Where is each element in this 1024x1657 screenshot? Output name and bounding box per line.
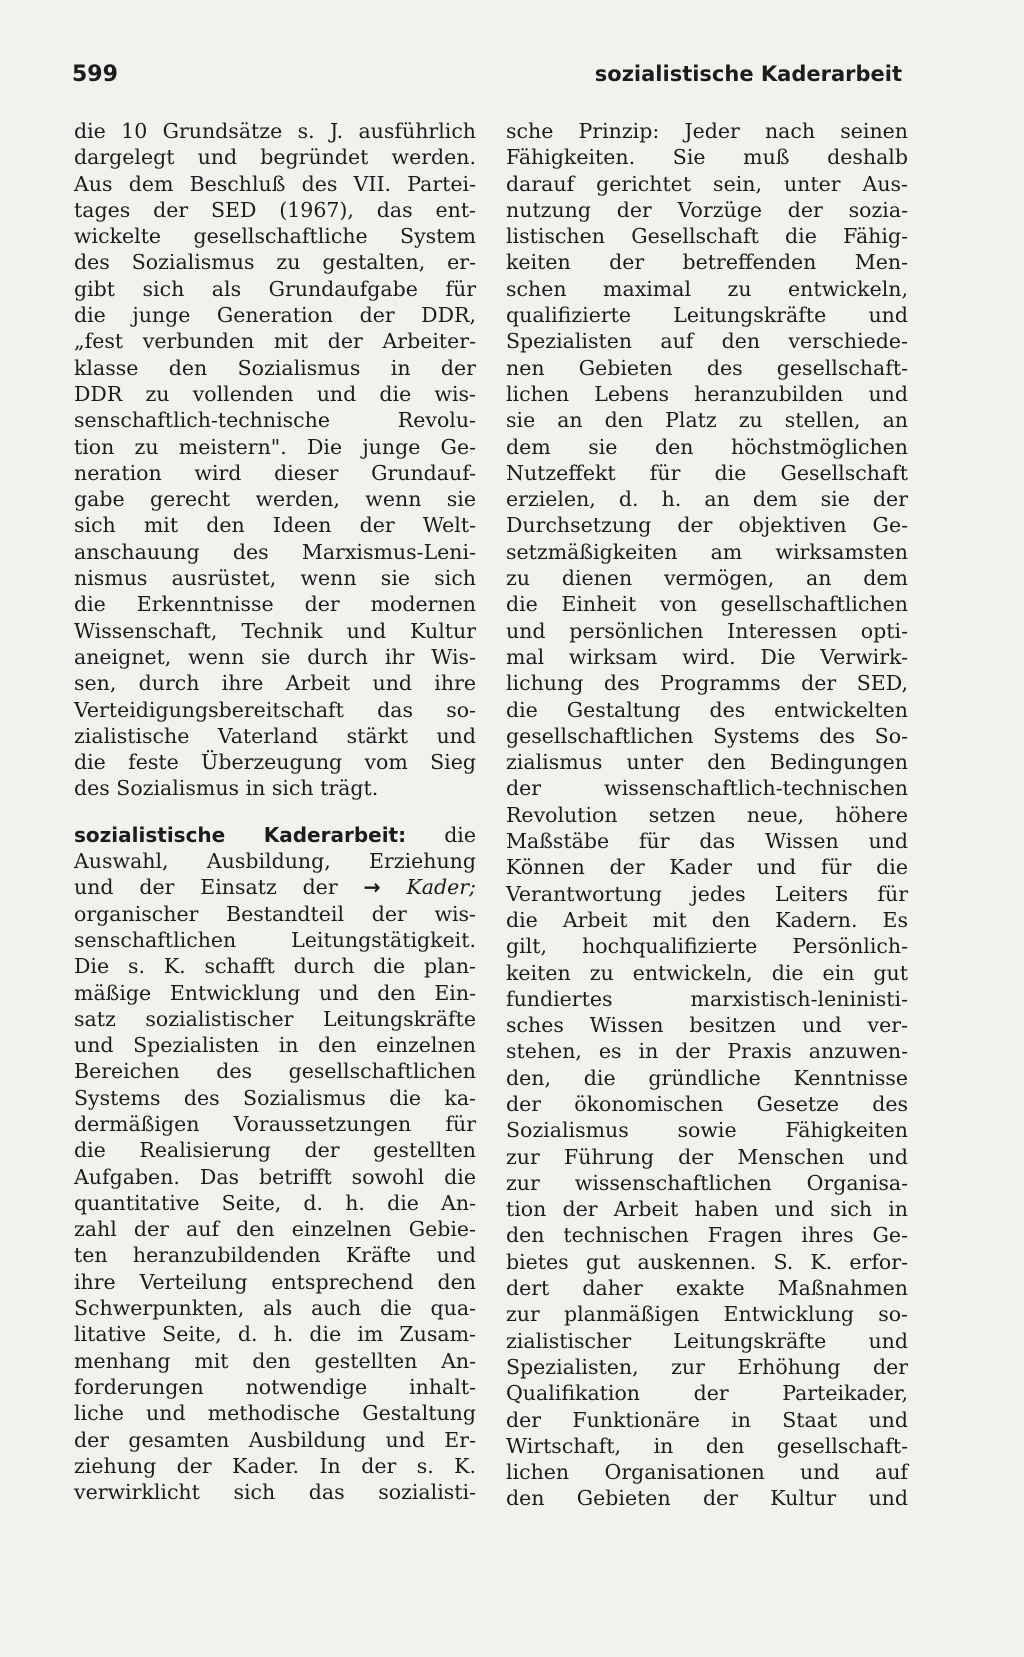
text-line: die 10 Grundsätze s. J. ausführlich	[74, 119, 476, 143]
text-line: senschaftlich-technische Revolu-	[74, 408, 476, 433]
text-line: und Spezialisten in den einzelnen	[74, 1033, 476, 1058]
running-head: sozialistische Kaderarbeit	[594, 62, 902, 86]
text-line: ziehung der Kader. In der s. K.	[74, 1453, 476, 1478]
text-line: quantitative Seite, d. h. die An-	[74, 1190, 476, 1215]
text-line: zur wissenschaftlichen Organisa-	[506, 1170, 908, 1195]
text-line: sches Wissen besitzen und ver-	[506, 1013, 908, 1038]
text-line: mäßige Entwicklung und den Ein-	[74, 980, 476, 1005]
text-line: tages der SED (1967), das ent-	[74, 197, 476, 222]
text-line: zialistischer Leitungskräfte und	[506, 1328, 908, 1353]
text-line: klasse den Sozialismus in der	[74, 355, 476, 380]
text-line: der gesamten Ausbildung und Er-	[74, 1427, 476, 1452]
entry-text-line	[74, 874, 476, 900]
text-line: dermäßigen Voraussetzungen für	[74, 1111, 476, 1136]
text-line: sche Prinzip: Jeder nach seinen	[506, 119, 908, 143]
text-line: Wissenschaft, Technik und Kultur	[74, 618, 476, 643]
text-line: die Arbeit mit den Kadern. Es	[506, 907, 908, 932]
text-line: gilt, hochqualifizierte Persönlich-	[506, 934, 908, 959]
text-line: satz sozialistischer Leitungskräfte	[74, 1006, 476, 1031]
text-line: zahl der auf den einzelnen Gebie-	[74, 1217, 476, 1242]
page-number: 599	[72, 62, 118, 87]
entry-term: sozialistische Kaderarbeit:	[74, 822, 407, 847]
text-line: mal wirksam wird. Die Verwirk-	[506, 644, 908, 669]
text-line: wickelte gesellschaftliche System	[74, 224, 476, 249]
text-line: Fähigkeiten. Sie muß deshalb	[506, 145, 908, 170]
text-line: verwirklicht sich das sozialisti-	[74, 1480, 476, 1505]
text-line: ihre Verteilung entsprechend den	[74, 1269, 476, 1294]
text-line: lichen Organisationen und auf	[506, 1460, 908, 1485]
text-line: zu dienen vermögen, an dem	[506, 566, 908, 591]
text-line: zialismus unter den Bedingungen	[506, 750, 908, 775]
text-line: gabe gerecht werden, wenn sie	[74, 487, 476, 512]
text-line: sen, durch ihre Arbeit und ihre	[74, 671, 476, 696]
text-line: des Sozialismus in sich trägt.	[74, 776, 379, 801]
text-line: forderungen notwendige inhalt-	[74, 1374, 476, 1399]
text-line: dem sie den höchstmöglichen	[506, 434, 908, 459]
text-line: bietes gut auskennen. S. K. erfor-	[506, 1249, 908, 1274]
text-line: die Erkenntnisse der modernen	[74, 592, 476, 617]
text-line: die junge Generation der DDR,	[74, 303, 476, 328]
text-line: senschaftlichen Leitungstätigkeit.	[74, 927, 476, 952]
text-line: erzielen, d. h. an dem sie der	[506, 487, 908, 512]
text-line: anschauung des Marxismus-Leni-	[74, 539, 476, 564]
text-line: lichen Lebens heranzubilden und	[506, 381, 908, 406]
text-line: DDR zu vollenden und die wis-	[74, 381, 476, 406]
text-line: tion zu meistern". Die junge Ge-	[74, 434, 476, 459]
text-line: die Gestaltung des entwickelten	[506, 697, 908, 722]
text-line: die Einheit von gesellschaftlichen	[506, 592, 908, 617]
text-line: des Sozialismus zu gestalten, er-	[74, 250, 476, 275]
text-line: sie an den Platz zu stellen, an	[506, 408, 908, 433]
text-line: Wirtschaft, in den gesellschaft-	[506, 1433, 908, 1458]
text-line: Revolution setzen neue, höhere	[506, 802, 908, 827]
text-line: neration wird dieser Grundauf-	[74, 460, 476, 485]
text-line: litative Seite, d. h. die im Zusam-	[74, 1322, 476, 1347]
entry-line-start: und der Einsatz der	[74, 875, 338, 900]
text-line: Aus dem Beschluß des VII. Partei-	[74, 171, 476, 196]
text-line: „fest verbunden mit der Arbeiter-	[74, 329, 476, 354]
text-line: den, die gründliche Kenntnisse	[506, 1065, 908, 1090]
text-line: schen maximal zu entwickeln,	[506, 276, 908, 301]
entry-text-line: Auswahl, Ausbildung, Erziehung	[74, 849, 476, 874]
text-line: Maßstäbe für das Wissen und	[506, 829, 908, 854]
text-line: nismus ausrüstet, wenn sie sich	[74, 566, 476, 591]
text-line: Nutzeffekt für die Gesellschaft	[506, 460, 908, 485]
text-line: der ökonomischen Gesetze des	[506, 1091, 908, 1116]
text-line: nen Gebieten des gesellschaft-	[506, 355, 908, 380]
text-line: Verteidigungsbereitschaft das so-	[74, 697, 476, 722]
dictionary-entry	[74, 822, 476, 1506]
entry-heading-line	[74, 822, 476, 848]
text-line: liche und methodische Gestaltung	[74, 1401, 476, 1426]
text-line: und persönlichen Interessen opti-	[506, 618, 908, 643]
cross-reference-link[interactable]: Kader;	[406, 875, 476, 900]
text-line: den technischen Fragen ihres Ge-	[506, 1223, 908, 1248]
text-line: Qualifikation der Parteikader,	[506, 1381, 908, 1406]
page-header	[72, 62, 902, 98]
text-line: den Gebieten der Kultur und	[506, 1486, 908, 1511]
text-line: tion der Arbeit haben und sich in	[506, 1197, 908, 1222]
text-line: Durchsetzung der objektiven Ge-	[506, 513, 908, 538]
text-line: darauf gerichtet sein, unter Aus-	[506, 171, 908, 196]
text-line: Schwerpunkten, als auch die qua-	[74, 1296, 476, 1321]
text-line: gesellschaftlichen Systems des So-	[506, 723, 908, 748]
text-line: Spezialisten, zur Erhöhung der	[506, 1354, 908, 1379]
text-line: Können der Kader und für die	[506, 855, 908, 880]
text-line: der wissenschaftlich-technischen	[506, 776, 908, 801]
cross-reference-arrow-icon: →	[363, 875, 381, 900]
text-line: die Realisierung der gestellten	[74, 1138, 476, 1163]
text-line: zur planmäßigen Entwicklung so-	[506, 1302, 908, 1327]
left-column	[74, 118, 476, 1505]
text-line: ten heranzubildenden Kräfte und	[74, 1243, 476, 1268]
continuation-paragraph	[74, 118, 476, 802]
text-line: Spezialisten auf den verschiede-	[506, 329, 908, 354]
text-line: fundiertes marxistisch-leninisti-	[506, 986, 908, 1011]
text-line: stehen, es in der Praxis anzuwen-	[506, 1039, 908, 1064]
entry-heading-rest: die	[444, 822, 476, 847]
text-line: listischen Gesellschaft die Fähig-	[506, 224, 908, 249]
text-line: organischer Bestandteil der wis-	[74, 901, 476, 926]
text-line: sich mit den Ideen der Welt-	[74, 513, 476, 538]
text-line: nutzung der Vorzüge der sozia-	[506, 197, 908, 222]
text-line: menhang mit den gestellten An-	[74, 1348, 476, 1373]
text-line: gibt sich als Grundaufgabe für	[74, 276, 476, 301]
text-line: der Funktionäre in Staat und	[506, 1407, 908, 1432]
text-line: Bereichen des gesellschaftlichen	[74, 1059, 476, 1084]
text-line: lichung des Programms der SED,	[506, 671, 908, 696]
entry-body	[74, 901, 476, 1506]
text-line: Sozialismus sowie Fähigkeiten	[506, 1118, 908, 1143]
text-line: Verantwortung jedes Leiters für	[506, 881, 908, 906]
text-line: zur Führung der Menschen und	[506, 1144, 908, 1169]
text-line: Systems des Sozialismus die ka-	[74, 1085, 476, 1110]
text-line: keiten der betreffenden Men-	[506, 250, 908, 275]
text-line: Die s. K. schafft durch die plan-	[74, 954, 476, 979]
text-line: die feste Überzeugung vom Sieg	[74, 750, 476, 775]
right-column	[506, 118, 908, 1512]
text-line: setzmäßigkeiten am wirksamsten	[506, 539, 908, 564]
text-line: dert daher exakte Maßnahmen	[506, 1276, 908, 1301]
text-line: keiten zu entwickeln, die ein gut	[506, 960, 908, 985]
text-line: Aufgaben. Das betrifft sowohl die	[74, 1164, 476, 1189]
text-line: aneignet, wenn sie durch ihr Wis-	[74, 644, 476, 669]
text-line: dargelegt und begründet werden.	[74, 145, 476, 170]
text-line: qualifizierte Leitungskräfte und	[506, 303, 908, 328]
text-line: zialistische Vaterland stärkt und	[74, 723, 476, 748]
